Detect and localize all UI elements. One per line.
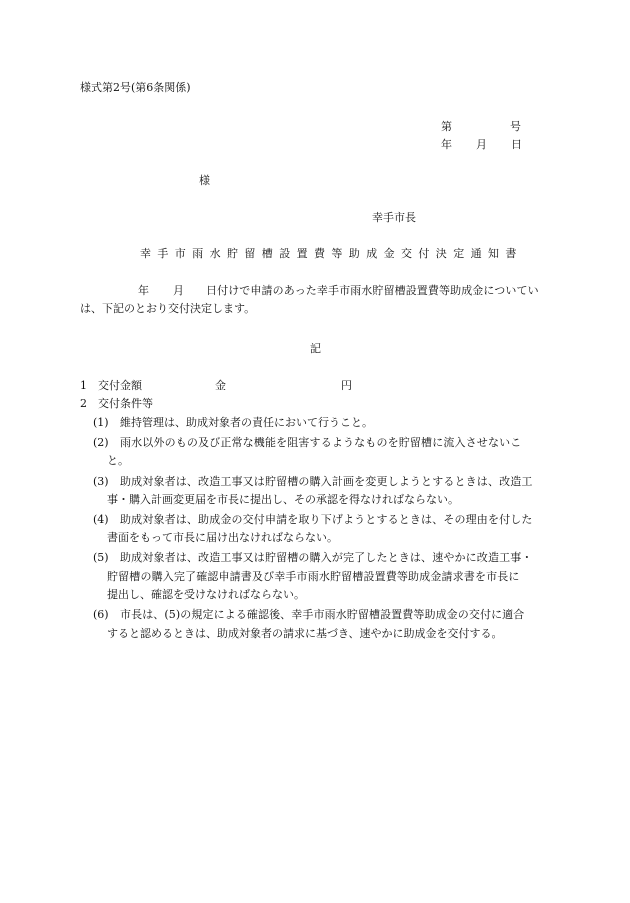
condition-number: (6) (93, 608, 109, 621)
date-year: 年 (441, 138, 452, 151)
condition-line: 提出し、確認を受けなければならない。 (107, 588, 305, 601)
intro-month: 月 (173, 284, 184, 297)
intro-line1: 日付けで申請のあった幸手市雨水貯留槽設置費等助成金についてい (206, 284, 539, 297)
section1-label: 1 交付金額 (80, 379, 142, 392)
date-month: 月 (476, 138, 487, 151)
condition-line: 助成対象者は、改造工事又は貯留槽の購入計画を変更しようとするときは、改造工 (120, 475, 533, 488)
condition-line: 維持管理は、助成対象者の責任において行うこと。 (120, 416, 373, 429)
intro-year: 年 (138, 284, 149, 297)
section1-yen: 円 (341, 379, 352, 392)
condition-line: 事・購入計画変更届を市長に提出し、その承認を得なければならない。 (107, 493, 459, 506)
section1-kin: 金 (215, 379, 226, 392)
condition-line: 貯留槽の購入完了確認申請書及び幸手市雨水貯留槽設置費等助成金請求書を市長に (107, 570, 520, 583)
number-suffix: 号 (510, 120, 521, 133)
issuer: 幸手市長 (372, 211, 416, 224)
condition-number: (5) (93, 551, 109, 564)
condition-line: 助成対象者は、改造工事又は貯留槽の購入が完了したときは、速やかに改造工事・ (120, 551, 533, 564)
condition-number: (2) (93, 436, 109, 449)
number-prefix: 第 (441, 120, 452, 133)
condition-line: 助成対象者は、助成金の交付申請を取り下げようとするときは、その理由を付した (120, 513, 533, 526)
document-title: 幸手市雨水貯留槽設置費等助成金交付決定通知書 (140, 247, 523, 260)
section2-label: 2 交付条件等 (80, 397, 153, 410)
addressee-honorific: 様 (199, 174, 210, 187)
condition-number: (1) (93, 416, 109, 429)
condition-line: すると認めるときは、助成対象者の請求に基づき、速やかに助成金を交付する。 (107, 627, 503, 640)
form-label: 様式第2号(第6条関係) (80, 81, 191, 94)
condition-number: (4) (93, 513, 109, 526)
date-day: 日 (511, 138, 522, 151)
condition-line: 市長は、(5)の規定による確認後、幸手市雨水貯留槽設置費等助成金の交付に適合 (120, 608, 525, 621)
ki-heading: 記 (310, 342, 321, 355)
condition-number: (3) (93, 475, 109, 488)
condition-line: と。 (107, 454, 129, 467)
condition-line: 雨水以外のもの及び正常な機能を阻害するようなものを貯留槽に流入させないこ (120, 436, 522, 449)
intro-line2: は、下記のとおり交付決定します。 (80, 302, 256, 315)
condition-line: 書面をもって市長に届け出なければならない。 (107, 531, 338, 544)
